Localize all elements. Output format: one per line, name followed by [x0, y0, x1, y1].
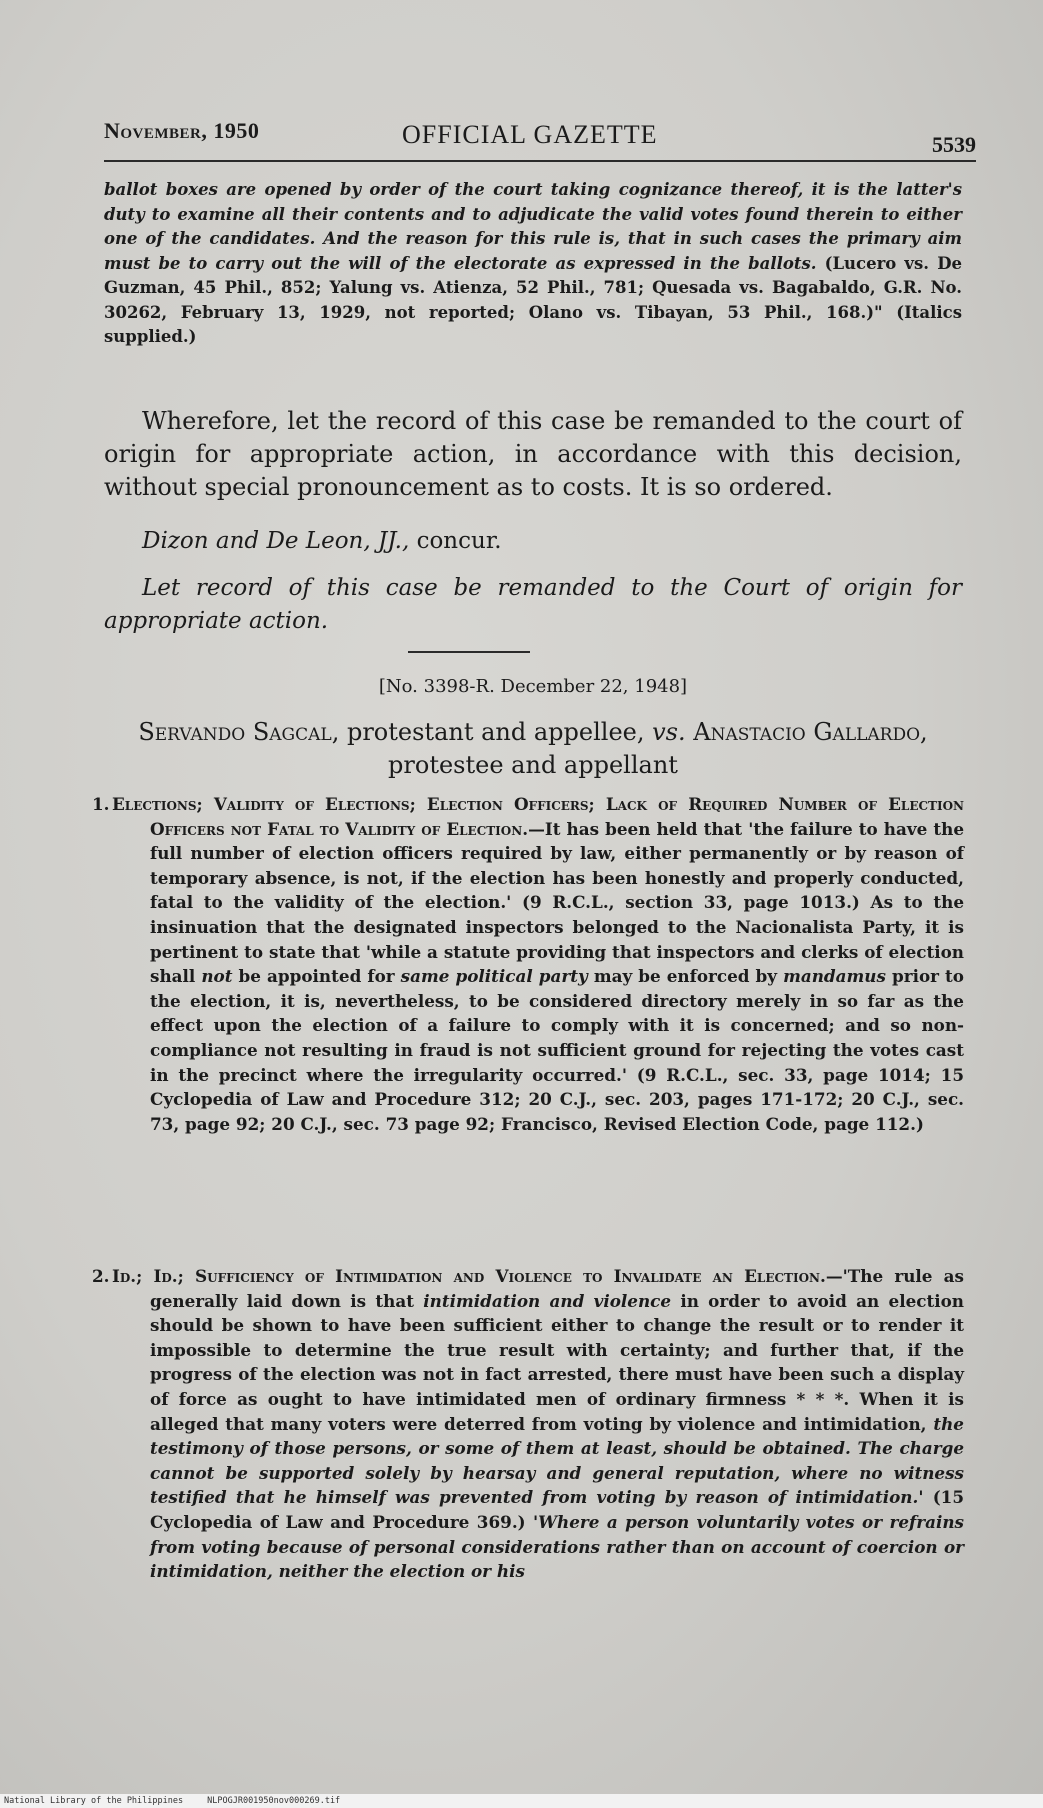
- protestee-role: protestee and appellant: [388, 751, 678, 779]
- syllabus-number: 2.: [92, 1266, 110, 1286]
- syllabus-body: [150, 819, 964, 1134]
- remand-note: Let record of this case be remanded to the Court of origin for appropriate action.: [104, 575, 962, 634]
- syllabus-body: [150, 1266, 964, 1581]
- page-number: 5539: [932, 132, 976, 157]
- syllabus-italic-text: mandamus: [783, 966, 886, 987]
- case-parties: [104, 716, 962, 782]
- syllabus-italic-text: intimidation and violence: [423, 1290, 672, 1311]
- header-title: OFFICIAL GAZETTE: [402, 120, 658, 149]
- syllabus-italic-text: the testimony of those persons, or some of them at least, should be obtained. The charge cannot be supported solely by hearsay and general reputation, where no witness testified that he himself was prevented from voting by reason of intimidation.': [150, 1413, 964, 1508]
- running-header: [104, 108, 976, 162]
- header-month: November, 1950: [104, 118, 260, 143]
- syllabus-italic-text: same political party: [400, 966, 588, 987]
- concurrence-line: [142, 526, 942, 556]
- protestee-name: Anastacio Gallardo,: [685, 718, 928, 746]
- protestant-role: protestant and appellee,: [339, 718, 653, 746]
- quote-italic-text: ballot boxes are opened by order of the court taking cognizance thereof, it is the latter's duty to examine all their contents and to adjudicate the valid votes found therein to either one of the candidates. And the reason for this rule is, that in such cases the primary aim must be to carry out the will of the electorate as expressed in the ballots.: [104, 180, 962, 273]
- syllabus-heading: Elections; Validity of Elections; Election Officers; Lack of Required Number of Election Officers not Fatal to Validity of Election.: [112, 794, 964, 839]
- syllabus-text: —'The rule as generally laid down is that: [150, 1266, 964, 1311]
- section-divider: [408, 651, 530, 653]
- dispositive-paragraph: Wherefore, let the record of this case be remanded to the court of origin for appropriate action, in accordance with this decision, without special pronouncement as to costs. It is so ordered.: [104, 407, 962, 501]
- quoted-passage: [104, 178, 962, 350]
- case-number: [No. 3398-R. December 22, 1948]: [378, 676, 688, 697]
- protestant-name: Servando Sagcal,: [138, 718, 340, 746]
- syllabus-heading: Id.; Id.; Sufficiency of Intimidation and Violence to Invalidate an Election.: [112, 1266, 826, 1286]
- syllabus-text: —It has been held that 'the failure to have the full number of election officers required by law, either permanently or by reason of temporary absence, is not, if the election has been honestly and properly conducted, fatal to the validity of the election.' (9 R.C.L., section 33, page 1013.) As to the insinuation that the designated inspectors belonged to the Nacionalista Party, it is pertinent to state that 'while a statute providing that inspectors and clerks of election shall: [150, 818, 964, 987]
- concurring-justices: Dizon and De Leon, JJ.,: [142, 528, 410, 554]
- syllabus-number: 1.: [92, 794, 110, 814]
- syllabus-text: be appointed for: [232, 966, 401, 987]
- syllabus-item: [92, 792, 964, 1136]
- quote-citation: (Lucero vs. De Guzman, 45 Phil., 852; Yalung vs. Atienza, 52 Phil., 781; Quesada vs. Bagabaldo, G.R. No. 30262, February 13, 1929, not reported; Olano vs. Tibayan, 53 Phil., 168.)" (Italics supplied.): [104, 253, 962, 346]
- syllabus-italic-text: not: [201, 966, 233, 987]
- versus: vs.: [652, 718, 686, 746]
- syllabus-item: [92, 1264, 964, 1584]
- syllabus-italic-text: 'Where a person voluntarily votes or refrains from voting because of personal considerations rather than on account of coercion or intimidation, neither the election or his: [150, 1511, 964, 1582]
- concur-text: concur.: [409, 528, 502, 554]
- footer-library: National Library of the Philippines: [4, 1796, 184, 1806]
- syllabus-text: may be enforced by: [587, 966, 784, 987]
- scan-footer: [0, 1794, 1043, 1808]
- syllabus-text: (15 Cyclopedia of Law and Procedure 369.): [150, 1487, 965, 1532]
- syllabus-text: prior to the election, it is, nevertheless, to be considered directory merely in so far as the effect upon the election of a failure to comply with it is concerned; and so non-compliance not resulting in fraud is not sufficient ground for rejecting the votes cast in the precinct where the irregularity occurred.' (9 R.C.L., sec. 33, page 1014; 15 Cyclopedia of Law and Procedure 312; 20 C.J., sec. 203, pages 171-172; 20 C.J., sec. 73, page 92; 20 C.J., sec. 73 page 92; Francisco, Revised Election Code, page 112.): [150, 966, 964, 1134]
- footer-filename: NLPOGJR001950nov000269.tif: [207, 1796, 341, 1806]
- syllabus-text: in order to avoid an election should be shown to have been sufficient either to change the result or to render it impossible to determine the true result with certainty; and further that, if the progress of the election was not in fact arrested, there must have been such a display of force as ought to have intimidated men of ordinary firmness * * *. When it is alleged that many voters were deterred from voting by violence and intimidation,: [150, 1290, 965, 1434]
